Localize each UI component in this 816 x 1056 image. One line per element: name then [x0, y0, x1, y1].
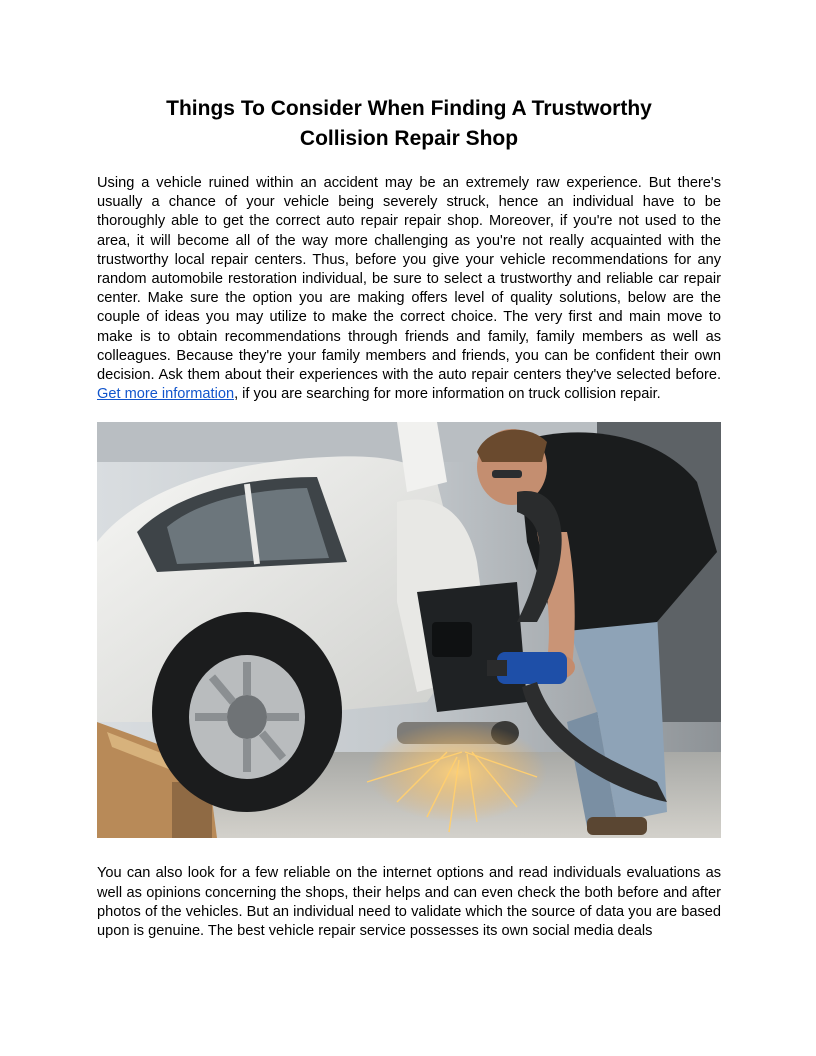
- collision-repair-photo: [97, 422, 721, 838]
- paragraph-2: You can also look for a few reliable on the internet options and read individuals evaluations as well as opinions concerning the shops, their helps and can even check the both before and after photos of the vehicles. But an individual need to validate which the source of data you are based upon is genuine. The best vehicle repair service possesses its own social media deals: [97, 865, 721, 940]
- get-more-information-link[interactable]: Get more information: [97, 386, 235, 403]
- paragraph-1-text: Using a vehicle ruined within an accident may be an extremely raw experience. But there's usually a chance of your vehicle being severely struck, hence an individual have to be thoroughly able to get the correct auto repair repair shop. Moreover, if you're not used to the area, it will become all of the way more challenging as you're not really acquainted with the trustworthy local repair centers. Thus, before you give your vehicle recommendations for any random automobile restoration individual, be sure to select a trustworthy and reliable car repair center. Make sure the option you are making offers level of quality solutions, below are the couple of ideas you may utilize to make the correct choice. The very first and main move to make is to obtain recommendations through friends and family, family members as well as colleagues. Because they're your family members and friends, you can be confident their own decision. Ask them about their experiences with the auto repair centers they've selected before.: [97, 175, 721, 384]
- title-line-1: Things To Consider When Finding A Trustworthy: [166, 97, 652, 120]
- title-line-2: Collision Repair Shop: [299, 127, 519, 150]
- document-title: [97, 94, 721, 154]
- paragraph-1-tail: , if you are searching for more information on truck collision repair.: [234, 386, 661, 403]
- paragraph-1: [97, 174, 721, 404]
- car-wheel: [152, 612, 342, 812]
- document-page: [97, 94, 721, 941]
